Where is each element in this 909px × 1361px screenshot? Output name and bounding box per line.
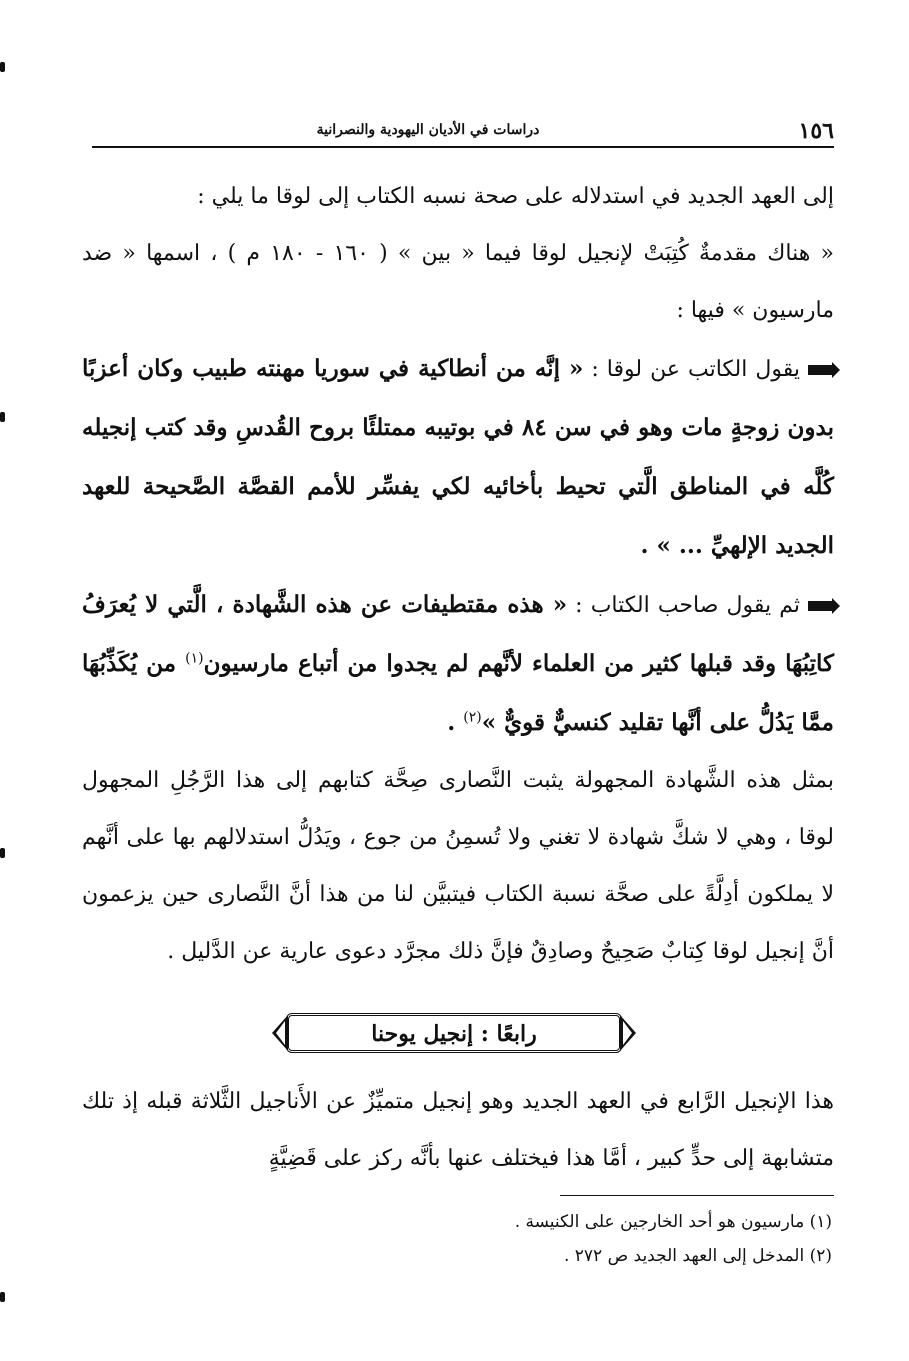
footnote-1: (١) مارسيون هو أحد الخارجين على الكنيسة .	[514, 1212, 832, 1232]
main-text	[82, 168, 834, 980]
quote-text: من يُكَذِّبُهَا ممَّا يَدُلُّ على أنَّها تقليد كنسيٌّ قويٌّ »	[82, 650, 834, 736]
section-text	[82, 1073, 834, 1187]
scan-mark	[0, 62, 5, 72]
header-rule	[92, 146, 834, 148]
footnotes	[92, 1205, 832, 1273]
scan-mark	[0, 1292, 5, 1302]
quote-intro: يقول الكاتب عن لوقا :	[583, 357, 800, 382]
footnote-ref-1[interactable]: (١)	[185, 650, 204, 667]
paragraph-author-quote	[82, 575, 834, 752]
paragraph-preface: « هناك مقدمةٌ كُتِبَتْ لإنجيل لوقا فيما « بين » ( ١٦٠ - ١٨٠ م ) ، اسمها « ضد مارسيون » فيها :	[82, 241, 834, 323]
quote-end: .	[447, 709, 464, 736]
running-title: دراسات في الأديان اليهودية والنصرانية	[316, 122, 540, 138]
pointing-hand-icon	[808, 601, 834, 611]
footnote-2: (٢) المدخل إلى العهد الجديد ص ٢٧٢ .	[563, 1246, 832, 1266]
section-title: رابعًا : إنجيل يوحنا	[286, 1013, 622, 1053]
footnote-rule	[560, 1195, 834, 1196]
right-arrow-icon	[620, 1015, 636, 1051]
scan-mark	[0, 412, 5, 422]
paragraph-luke-quote	[82, 339, 834, 575]
footnote-ref-2[interactable]: (٢)	[463, 709, 482, 726]
quote-text: « إنَّه من أنطاكية في سوريا مهنته طبيب وكان أعزبًا بدون زوجةٍ مات وهو في سن ٨٤ في بوتيبه ممتلئًا بروح القُدسِ وقد كتب إنجيله كُلَّه في المناطق الَّتي تحيط بأخائيه لكي يفسِّر للأمم القصَّة الصَّحيحة للعهد الجديد الإلهيِّ ... » .	[82, 355, 834, 559]
paragraph-commentary: بمثل هذه الشَّهادة المجهولة يثبت النَّصارى صِحَّة كتابهم إلى هذا الرَّجُلِ المجهول لوقا ، وهي لا شكَّ شهادة لا تغني ولا تُسمِنُ من جوع ، ويَدُلُّ استدلالهم بها على أنَّهم لا يملكون أدِلَّةً على صحَّة نسبة الكتاب فيتبيَّن لنا من هذا أنَّ النَّصارى حين يزعمون أنَّ إنجيل لوقا كِتابٌ صَحِيحٌ وصادِقٌ فإنَّ ذلك مجرَّد دعوى عارية عن الدَّليل .	[82, 768, 834, 964]
scan-mark	[0, 848, 5, 858]
page-number: ١٥٦	[798, 118, 834, 144]
paragraph-john: هذا الإنجيل الرَّابع في العهد الجديد وهو إنجيل متميِّزٌ عن الأَناجيل الثَّلاثة قبله إذ تلك متشابهة إلى حدٍّ كبير ، أمَّا هذا فيختلف عنها بأنَّه ركز على قَضِيَّةٍ	[82, 1089, 834, 1171]
paragraph-intro: إلى العهد الجديد في استدلاله على صحة نسبه الكتاب إلى لوقا ما يلي :	[197, 184, 834, 209]
page-header	[92, 110, 834, 150]
quote-intro: ثم يقول صاحب الكتاب :	[567, 593, 800, 618]
pointing-hand-icon	[808, 365, 834, 375]
section-heading	[272, 1011, 636, 1055]
quote-text: « هذه مقتطيفات عن هذه الشَّهادة ، الَّتي لا يُعرَفُ كاتِبُهَا وقد قبلها كثير من العلماء لأنَّهم لم يجدوا من أتباع مارسيون	[82, 591, 835, 677]
